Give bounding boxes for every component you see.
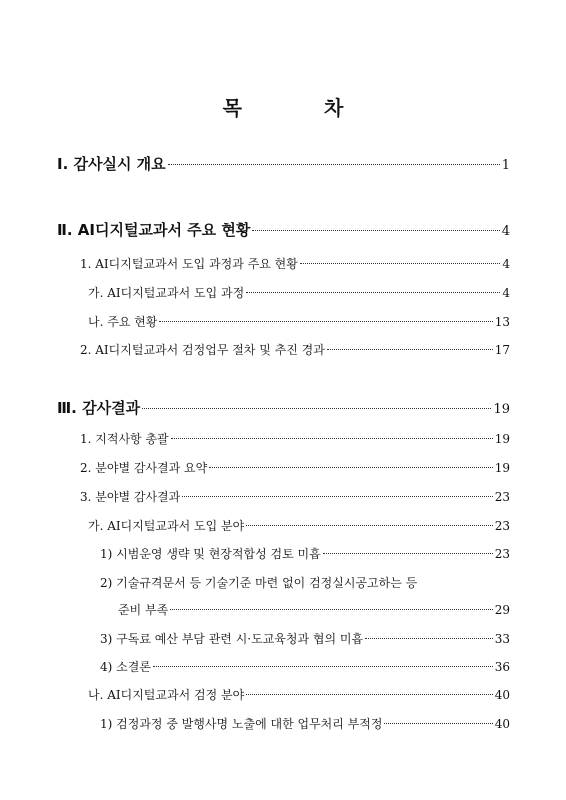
dot-leader	[246, 525, 493, 526]
toc-entry-label: 준비 부족	[118, 603, 169, 617]
toc-entry-3-2[interactable]	[80, 459, 510, 476]
toc-entry-label: 1) 시범운영 생략 및 현장적합성 검토 미흡	[100, 547, 321, 561]
toc-entry-label: 1) 검정과정 중 발행사명 노출에 대한 업무처리 부적정	[100, 717, 383, 731]
toc-entry-page: 33	[494, 632, 510, 646]
dot-leader	[209, 467, 492, 468]
toc-entry-3-3-ga-2[interactable]	[100, 574, 510, 591]
toc-entry-label: 나. 주요 현황	[88, 315, 158, 329]
dot-leader	[168, 164, 500, 165]
toc-entry-label: 1. AI디지털교과서 도입 과정과 주요 현황	[80, 257, 298, 271]
toc-entry-3-3[interactable]	[80, 488, 510, 505]
dot-leader	[159, 321, 492, 322]
toc-entry-label: Ⅱ. AI디지털교과서 주요 현황	[57, 221, 251, 239]
dot-leader	[246, 292, 500, 293]
toc-entry-page: 13	[494, 315, 510, 329]
toc-entry-2-1-ga[interactable]	[88, 284, 510, 301]
toc-entry-page: 4	[502, 257, 510, 271]
dot-leader	[327, 349, 493, 350]
toc-entry-page: 40	[494, 717, 510, 731]
toc-entry-3-1[interactable]	[80, 430, 510, 447]
toc-entry-label: 가. AI디지털교과서 도입 과정	[88, 286, 245, 300]
toc-entry-label: 나. AI디지털교과서 검정 분야	[88, 688, 245, 702]
toc-entry-3-3-ga-2-cont[interactable]	[118, 601, 510, 618]
toc-entry-page: 40	[494, 688, 510, 702]
toc-entry-label: Ⅲ. 감사결과	[57, 399, 141, 417]
dot-leader	[171, 438, 493, 439]
toc-entry-page: 1	[501, 158, 510, 173]
toc-entry-page: 23	[494, 490, 510, 504]
page-title-text: 목차	[222, 96, 426, 120]
toc-entry-label: 1. 지적사항 총괄	[80, 432, 169, 446]
toc-entry-label: 2. AI디지털교과서 검정업무 절차 및 추진 경과	[80, 343, 325, 357]
toc-entry-2-1-na[interactable]	[88, 313, 510, 330]
toc-entry-label: Ⅰ. 감사실시 개요	[57, 155, 166, 173]
toc-entry-label: 3. 분야별 감사결과	[80, 490, 181, 504]
toc-entry-page: 23	[494, 547, 510, 561]
toc-entry-2-1[interactable]	[80, 255, 510, 272]
toc-entry-chapter-1[interactable]	[57, 153, 510, 174]
dot-leader	[153, 666, 493, 667]
dot-leader	[246, 694, 493, 695]
dot-leader	[384, 723, 492, 724]
toc-entry-page: 23	[494, 519, 510, 533]
toc-entry-3-3-na[interactable]	[88, 686, 510, 703]
dot-leader	[170, 609, 493, 610]
toc-entry-page: 19	[494, 461, 510, 475]
toc-entry-chapter-3[interactable]	[57, 397, 510, 418]
dot-leader	[365, 638, 493, 639]
toc-entry-chapter-2[interactable]	[57, 219, 510, 240]
toc-entry-page: 17	[494, 343, 510, 357]
dot-leader	[252, 230, 499, 231]
toc-entry-2-2[interactable]	[80, 341, 510, 358]
toc-entry-page: 19	[493, 402, 510, 417]
toc-entry-page: 36	[494, 660, 510, 674]
dot-leader	[323, 553, 493, 554]
toc-entry-page: 4	[502, 286, 510, 300]
toc-entry-3-3-ga-4[interactable]	[100, 658, 510, 675]
toc-entry-label: 2) 기술규격문서 등 기술기준 마련 없이 검정실시공고하는 등	[100, 576, 418, 590]
dot-leader	[300, 263, 501, 264]
toc-entry-3-3-ga-1[interactable]	[100, 545, 510, 562]
toc-entry-label: 4) 소결론	[100, 660, 151, 674]
toc-entry-3-3-ga[interactable]	[88, 517, 510, 534]
toc-entry-page: 4	[501, 224, 510, 239]
toc-entry-label: 2. 분야별 감사결과 요약	[80, 461, 208, 475]
dot-leader	[142, 408, 491, 409]
toc-entry-3-3-na-1[interactable]	[100, 715, 510, 732]
toc-entry-page: 29	[494, 603, 510, 617]
toc-entry-3-3-ga-3[interactable]	[100, 630, 510, 647]
toc-entry-page: 19	[494, 432, 510, 446]
toc-entry-label: 가. AI디지털교과서 도입 분야	[88, 519, 245, 533]
dot-leader	[182, 496, 492, 497]
toc-entry-label: 3) 구독료 예산 부담 관련 시·도교육청과 협의 미흡	[100, 632, 364, 646]
